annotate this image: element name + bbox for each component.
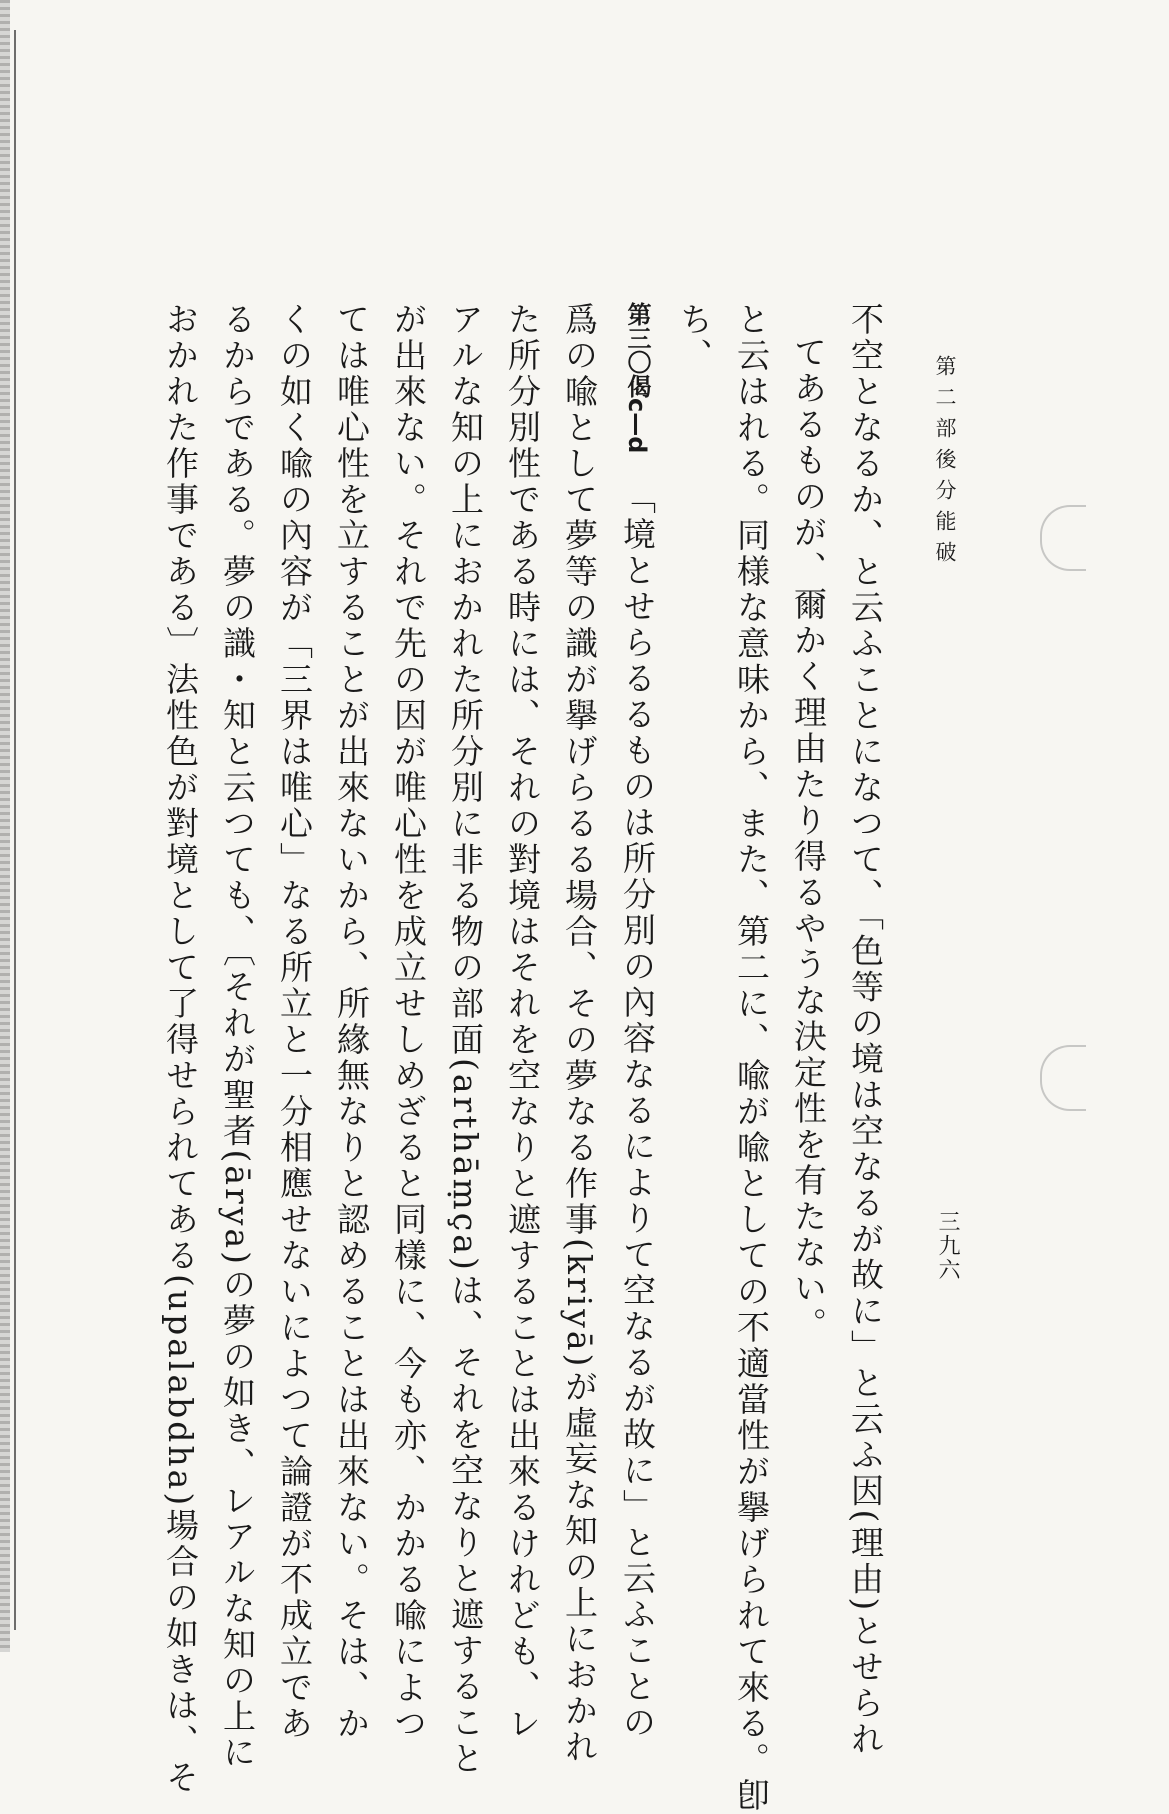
binding-edge (0, 0, 10, 1652)
text-line: と云はれる。同様な意味から、また、第二に、喩が喩としての不適當性が擧げられて來る。卽 (732, 302, 771, 1814)
text-line: ては唯心性を立することが出來ないから、所緣無なりと認めることは出來ない。そは、か (332, 302, 371, 1742)
page-number: 三九六 (935, 1210, 960, 1282)
text-line: おかれた作事である〕法性色が對境として了得せられてある(upalabdha)場合の如きは、そ (161, 302, 200, 1797)
text-line: くの如く喩の內容が「三界は唯心」なる所立と一分相應せないによつて論證が不成立であ (275, 302, 314, 1742)
verse-text: 「境とせらるるものは所分別の內容なるによりて空なるが故に」と云ふことの (618, 480, 657, 1741)
text-line: 爲の喩として夢等の識が擧げらるる場合、その夢なる作事(kriyā)が虛妄な知の上におかれ (560, 302, 599, 1766)
text-line: ち、 (675, 302, 714, 374)
verse-line (608, 302, 666, 1741)
text-line: 不空となるか、と云ふことになつて、「色等の境は空なるが故に」と云ふ因(理由)とせられ (846, 302, 885, 1758)
text-line: るからである。夢の識・知と云つても、〔それが聖者(ārya)の夢の如き、レアルな知の上に (218, 302, 257, 1772)
text-line: が出來ない。それで先の因が唯心性を成立せしめざると同樣に、今も亦、かかる喩によつ (389, 302, 428, 1742)
body-text (152, 302, 894, 1814)
text-line: てあるものが、爾かく理由たり得るやうな決定性を有たない。 (789, 335, 828, 1343)
verse-label: 第三〇偈c—d (623, 302, 651, 454)
text-line: アルな知の上におかれた所分別に非る物の部面(arthāṃça)は、それを空なりと遮すること (446, 302, 485, 1777)
paper-mark (1040, 505, 1086, 571)
binding-line (14, 30, 16, 1630)
paper-mark (1040, 1045, 1086, 1111)
running-header: 第二部後分能破 (933, 355, 957, 572)
text-line: た所分別性である時には、それの對境はそれを空なりと遮することは出來るけれども、レ (503, 302, 542, 1742)
